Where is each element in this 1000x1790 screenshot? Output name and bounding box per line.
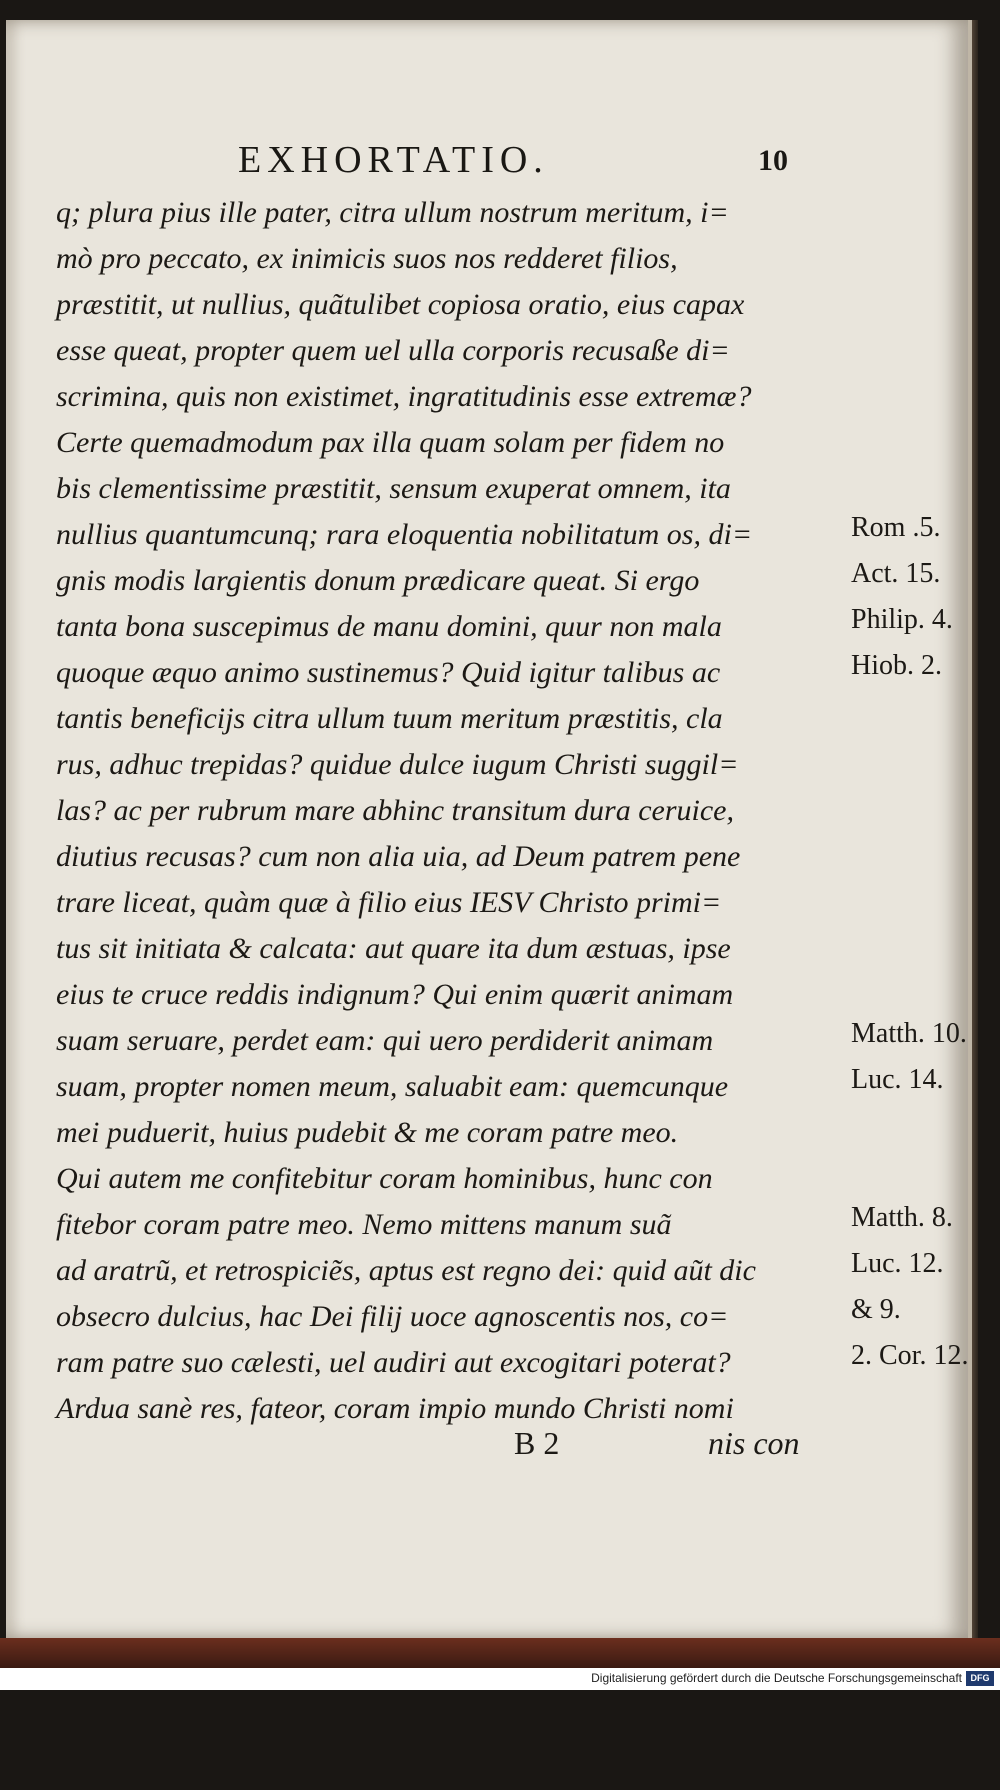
text-line: las? ac per rubrum mare abhinc transitum dura ceruice, (56, 794, 734, 827)
margin-note: Luc. 14. (851, 1064, 944, 1095)
text-line: fitebor coram patre meo. Nemo mittens manum suã (56, 1208, 672, 1241)
margin-note: Luc. 12. (851, 1248, 944, 1279)
text-line: gnis modis largientis donum prædicare queat. Si ergo (56, 564, 700, 597)
signature-mark: B 2 (514, 1425, 560, 1461)
text-line: eius te cruce reddis indignum? Qui enim quærit animam (56, 978, 734, 1011)
margin-notes (851, 190, 1000, 1790)
page-footer (6, 1425, 968, 1473)
margin-note: & 9. (851, 1294, 901, 1325)
folio-number: 10 (758, 144, 788, 177)
text-line: Qui autem me confitebitur coram hominibus, hunc con (56, 1162, 713, 1195)
book-page (6, 20, 972, 1638)
text-line: præstitit, ut nullius, quãtulibet copiosa oratio, eius capax (56, 288, 745, 321)
margin-note: Matth. 8. (851, 1202, 953, 1233)
text-line: q; plura pius ille pater, citra ullum nostrum meritum, i= (56, 196, 729, 229)
text-line: tanta bona suscepimus de manu domini, quur non mala (56, 610, 722, 643)
body-text (56, 190, 969, 1432)
text-line: mei puduerit, huius pudebit & me coram patre meo. (56, 1116, 679, 1149)
text-line: rus, adhuc trepidas? quidue dulce iugum Christi suggil= (56, 748, 739, 781)
text-line: ad aratrũ, et retrospiciẽs, aptus est regno dei: quid aũt dic (56, 1254, 756, 1287)
text-line: obsecro dulcius, hac Dei filij uoce agnoscentis nos, co= (56, 1300, 729, 1333)
text-line: scrimina, quis non existimet, ingratitudinis esse extremæ? (56, 380, 752, 413)
text-line: diutius recusas? cum non alia uia, ad Deum patrem pene (56, 840, 741, 873)
margin-note: Matth. 10. (851, 1018, 967, 1049)
text-line: nullius quantumcunq; rara eloquentia nobilitatum os, di= (56, 518, 753, 551)
text-line: Ardua sanè res, fateor, coram impio mundo Christi nomi (56, 1392, 734, 1425)
margin-note: Act. 15. (851, 558, 941, 589)
text-line: mò pro peccato, ex inimicis suos nos redderet filios, (56, 242, 678, 275)
text-line: quoque æquo animo sustinemus? Quid igitur talibus ac (56, 656, 721, 689)
page-header (6, 138, 968, 181)
credit-bar (0, 1668, 1000, 1690)
book-cover-edge (0, 1638, 1000, 1668)
text-line: tus sit initiata & calcata: aut quare ita dum æstuas, ipse (56, 932, 731, 965)
text-line: bis clementissime præstitit, sensum exuperat omnem, ita (56, 472, 731, 505)
catchword: nis con (708, 1425, 800, 1461)
margin-note: Philip. 4. (851, 604, 953, 635)
text-line: trare liceat, quàm quæ à filio eius IESV Christo primi= (56, 886, 722, 919)
text-line: Certe quemadmodum pax illa quam solam per fidem no (56, 426, 725, 459)
text-line: ram patre suo cælesti, uel audiri aut excogitari poterat? (56, 1346, 731, 1379)
running-head: EXHORTATIO. (238, 139, 549, 181)
funding-credit: Digitalisierung gefördert durch die Deutsche Forschungsgemeinschaft (591, 1671, 962, 1685)
margin-note: 2. Cor. 12. (851, 1340, 969, 1371)
margin-note: Rom .5. (851, 512, 941, 543)
text-line: tantis beneficijs citra ullum tuum meritum præstitis, cla (56, 702, 723, 735)
text-line: suam seruare, perdet eam: qui uero perdiderit animam (56, 1024, 714, 1057)
margin-note: Hiob. 2. (851, 650, 942, 681)
dfg-logo: DFG (966, 1671, 994, 1686)
text-line: esse queat, propter quem uel ulla corporis recusaße di= (56, 334, 730, 367)
text-line: suam, propter nomen meum, saluabit eam: quemcunque (56, 1070, 729, 1103)
